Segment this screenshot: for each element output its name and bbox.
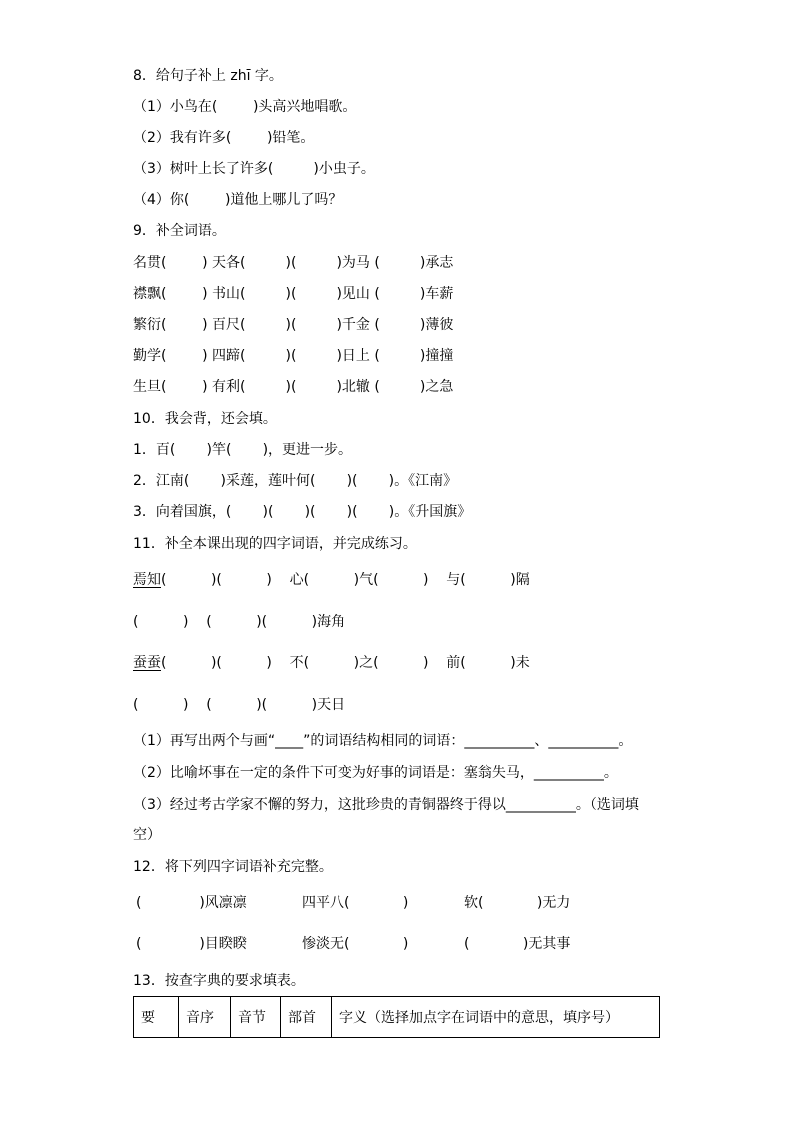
- q10-item-3: 3．向着国旗，( )( )( )( )。《升国旗》: [133, 504, 472, 520]
- q11-sub-1: （1）再写出两个与画“____”的词语结构相同的词语：__________、__________。: [133, 733, 633, 749]
- q11-underlined-word-1: 焉知: [133, 572, 161, 588]
- q8-item-1: （1）小鸟在( )头高兴地唱歌。: [133, 99, 357, 115]
- q13-table: [133, 996, 660, 1038]
- q13-table-header-row: [134, 997, 660, 1038]
- q13-col-yinxu: 音序: [179, 997, 231, 1038]
- q10-title: 10．我会背，还会填。: [133, 411, 277, 427]
- q9-row-5: 生旦( ) 有利( )( )北辙 ( )之急: [133, 379, 454, 395]
- q8-title: 8．给句子补上 zhī 字。: [133, 68, 283, 84]
- q11-row-1: [133, 570, 530, 590]
- q13-col-bushou: 部首: [281, 997, 332, 1038]
- q8-item-4: （4）你( )道他上哪儿了吗？: [133, 192, 343, 208]
- q11-underlined-word-2: 蚕蚕: [133, 655, 161, 671]
- q12-item-6: ( )无其事: [464, 936, 571, 952]
- q9-title: 9．补全词语。: [133, 223, 226, 239]
- q12-item-5: 惨淡无( ): [302, 936, 409, 952]
- q11-row-4: ( ) ( )( )天日: [133, 697, 346, 713]
- q9-row-3: 繁衍( ) 百尺( )( )千金 ( )薄彼: [133, 317, 454, 333]
- q12-title: 12．将下列四字词语补充完整。: [133, 859, 333, 875]
- q9-row-2: 襟飘( ) 书山( )( )见山 ( )车薪: [133, 286, 454, 302]
- q11-sub-2: （2）比喻坏事在一定的条件下可变为好事的词语是：塞翁失马，__________。: [133, 765, 618, 781]
- q13-col-yao: 要: [134, 997, 179, 1038]
- q11-row-3: [133, 653, 530, 673]
- q9-row-1: 名贯( ) 天各( )( )为马 ( )承志: [133, 255, 454, 271]
- q12-item-4: ( )目睽睽: [136, 936, 247, 952]
- q11-row-1-rest: ( )( ) 心( )气( ) 与( )隔: [161, 572, 530, 588]
- q11-row-3-rest: ( )( ) 不( )之( ) 前( )未: [161, 655, 530, 671]
- q13-col-ziyi: 字义（选择加点字在词语中的意思，填序号）: [332, 997, 660, 1038]
- q11-row-2: ( ) ( )( )海角: [133, 614, 346, 630]
- q11-sub-3-cont: 空）: [133, 827, 161, 843]
- q12-item-3: 软( )无力: [464, 895, 571, 911]
- q12-item-2: 四平八( ): [302, 895, 409, 911]
- q8-item-3: （3）树叶上长了许多( )小虫子。: [133, 161, 375, 177]
- q10-item-2: 2．江南( )采莲，莲叶何( )( )。《江南》: [133, 473, 458, 489]
- q11-sub-3: （3）经过考古学家不懈的努力，这批珍贵的青铜器终于得以__________。（选词填: [133, 797, 639, 813]
- q13-title: 13．按查字典的要求填表。: [133, 973, 305, 989]
- q13-col-yinjie: 音节: [231, 997, 281, 1038]
- q12-item-1: ( )风凛凛: [136, 895, 247, 911]
- q9-row-4: 勤学( ) 四蹄( )( )日上 ( )撞撞: [133, 348, 454, 364]
- q11-title: 11．补全本课出现的四字词语，并完成练习。: [133, 536, 417, 552]
- q8-item-2: （2）我有许多( )铅笔。: [133, 130, 315, 146]
- q10-item-1: 1．百( )竿( )，更进一步。: [133, 442, 353, 458]
